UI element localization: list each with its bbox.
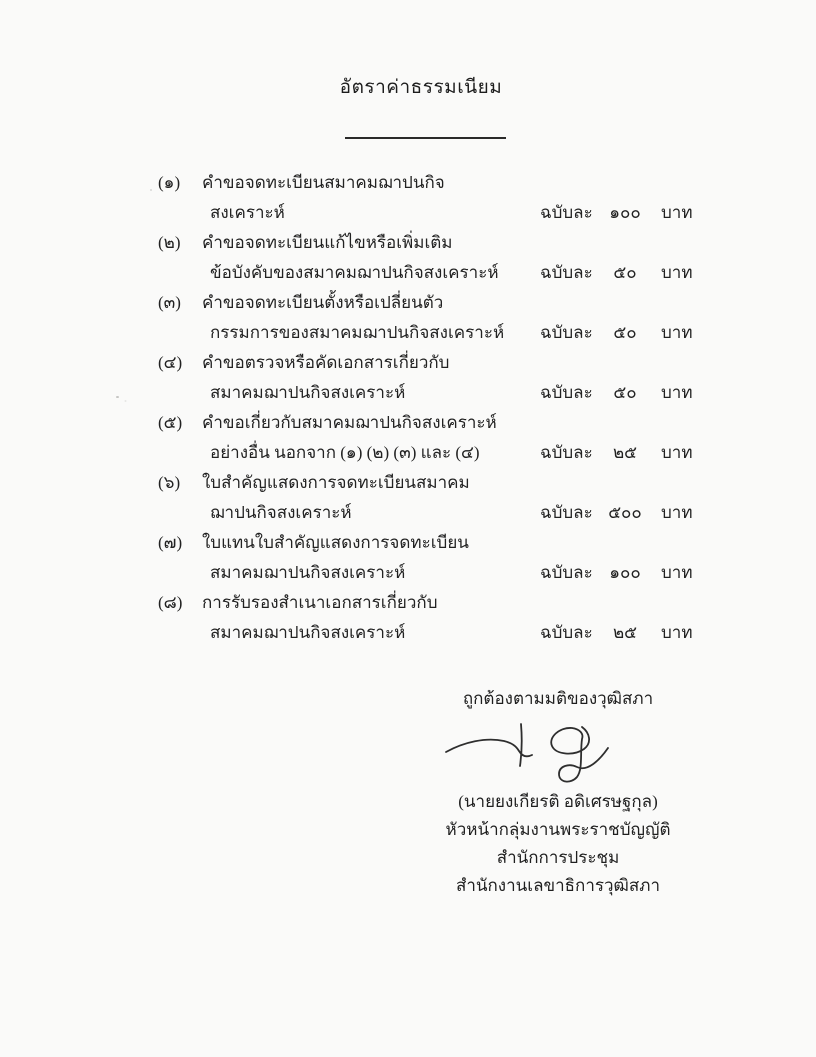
fee-unit-label: บาท — [661, 263, 693, 282]
item-description-line1: ใบสำคัญแสดงการจดทะเบียนสมาคม — [202, 473, 470, 492]
fee-unit-label: บาท — [661, 383, 693, 402]
item-number: (๕) — [158, 413, 183, 432]
certification-signature-block — [408, 688, 708, 900]
fee-unit-label: บาท — [661, 623, 693, 642]
item-description — [202, 288, 540, 348]
item-description-line1: คำขอจดทะเบียนแก้ไขหรือเพิ่มเติม — [202, 233, 453, 252]
signature-image — [442, 712, 622, 788]
item-number: (๔) — [158, 353, 183, 372]
fee-per-copy-label: ฉบับละ — [540, 323, 593, 342]
item-description — [202, 468, 540, 528]
item-number: (๗) — [158, 533, 183, 552]
item-description — [202, 408, 540, 468]
fee-per-copy-label: ฉบับละ — [540, 623, 593, 642]
item-description-line1: การรับรองสำเนาเอกสารเกี่ยวกับ — [202, 593, 438, 612]
fee-item — [158, 168, 703, 228]
fee-amount: ๕๐ — [613, 263, 637, 282]
fee-per-copy-label: ฉบับละ — [540, 443, 593, 462]
item-description-line1: คำขอจดทะเบียนตั้งหรือเปลี่ยนตัว — [202, 293, 444, 312]
item-description-line2: ฌาปนกิจสงเคราะห์ — [210, 503, 352, 522]
fee-schedule-list — [158, 168, 703, 648]
fee-item — [158, 228, 703, 288]
fee-per-copy-label: ฉบับละ — [540, 503, 593, 522]
item-number: (๖) — [158, 473, 181, 492]
scan-artifact — [116, 396, 119, 398]
fee-per-copy-label: ฉบับละ — [540, 563, 593, 582]
page-title: อัตราค่าธรรมเนียม — [339, 77, 503, 98]
fee-item — [158, 348, 703, 408]
organization-name: สำนักงานเลขาธิการวุฒิสภา — [455, 876, 661, 895]
item-description-line2: สมาคมฌาปนกิจสงเคราะห์ — [210, 563, 406, 582]
fee-item — [158, 288, 703, 348]
fee-item — [158, 588, 703, 648]
divider-line — [345, 137, 506, 139]
fee-unit-label: บาท — [661, 563, 693, 582]
item-number: (๘) — [158, 593, 183, 612]
item-number: (๑) — [158, 173, 181, 192]
signatory-position: หัวหน้ากลุ่มงานพระราชบัญญัติ — [445, 820, 671, 839]
item-description — [202, 168, 540, 228]
item-description-line2: กรรมการของสมาคมฌาปนกิจสงเคราะห์ — [210, 323, 505, 342]
item-description-line2: ข้อบังคับของสมาคมฌาปนกิจสงเคราะห์ — [210, 263, 499, 282]
fee-item — [158, 468, 703, 528]
fee-unit-label: บาท — [661, 203, 693, 222]
item-number: (๒) — [158, 233, 181, 252]
item-description — [202, 348, 540, 408]
fee-amount: ๕๐๐ — [608, 503, 642, 522]
fee-amount: ๑๐๐ — [609, 203, 641, 222]
item-description-line1: คำขอตรวจหรือคัดเอกสารเกี่ยวกับ — [202, 353, 450, 372]
fee-amount: ๒๕ — [612, 443, 638, 462]
signatory-name: (นายยงเกียรติ อดิเศรษฐกุล) — [458, 792, 658, 811]
scan-artifact — [150, 189, 152, 191]
fee-unit-label: บาท — [661, 323, 693, 342]
item-description-line2: อย่างอื่น นอกจาก (๑) (๒) (๓) และ (๔) — [210, 443, 480, 462]
fee-per-copy-label: ฉบับละ — [540, 383, 593, 402]
fee-item — [158, 528, 703, 588]
item-description-line1: คำขอเกี่ยวกับสมาคมฌาปนกิจสงเคราะห์ — [202, 413, 497, 432]
department-name: สำนักการประชุม — [496, 848, 620, 867]
item-description-line2: สมาคมฌาปนกิจสงเคราะห์ — [210, 623, 406, 642]
item-description-line1: ใบแทนใบสำคัญแสดงการจดทะเบียน — [202, 533, 469, 552]
fee-amount: ๕๐ — [613, 383, 637, 402]
fee-amount: ๕๐ — [613, 323, 637, 342]
approval-statement: ถูกต้องตามมติของวุฒิสภา — [462, 689, 654, 708]
fee-amount: ๒๕ — [612, 623, 638, 642]
fee-unit-label: บาท — [661, 503, 693, 522]
item-description — [202, 228, 540, 288]
item-number: (๓) — [158, 293, 181, 312]
item-description-line2: สงเคราะห์ — [210, 203, 285, 222]
fee-amount: ๑๐๐ — [609, 563, 641, 582]
fee-per-copy-label: ฉบับละ — [540, 263, 593, 282]
item-description-line2: สมาคมฌาปนกิจสงเคราะห์ — [210, 383, 406, 402]
fee-unit-label: บาท — [661, 443, 693, 462]
item-description — [202, 528, 540, 588]
item-description — [202, 588, 540, 648]
fee-item — [158, 408, 703, 468]
item-description-line1: คำขอจดทะเบียนสมาคมฌาปนกิจ — [202, 173, 445, 192]
fee-per-copy-label: ฉบับละ — [540, 203, 593, 222]
